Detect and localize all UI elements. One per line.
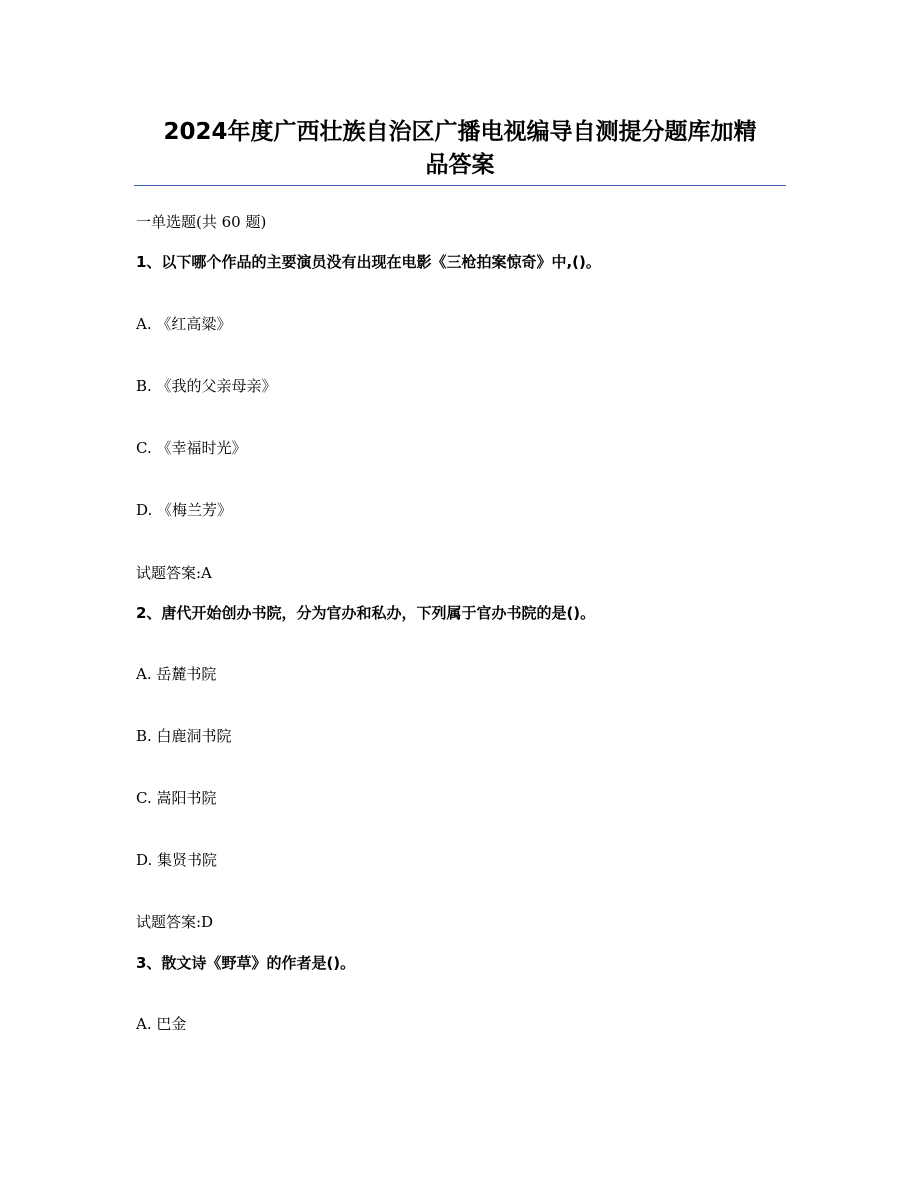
document-title-line-2: 品答案 <box>425 152 495 178</box>
question-2-stem: 2、唐代开始创办书院，分为官办和私办，下列属于官办书院的是()。 <box>136 604 596 622</box>
question-2-option-d: D. 集贤书院 <box>136 851 218 869</box>
question-1-option-c: C. 《幸福时光》 <box>136 439 247 457</box>
question-2-option-b: B. 白鹿洞书院 <box>136 727 232 745</box>
question-1-option-b: B. 《我的父亲母亲》 <box>136 377 277 395</box>
question-2-option-c: C. 嵩阳书院 <box>136 789 217 807</box>
title-divider <box>134 185 786 186</box>
question-2-option-a: A. 岳麓书院 <box>136 665 217 683</box>
question-3-option-a: A. 巴金 <box>136 1015 187 1033</box>
question-1-option-a: A. 《红高粱》 <box>136 315 232 333</box>
question-1-option-d: D. 《梅兰芳》 <box>136 501 233 519</box>
question-3-stem: 3、散文诗《野草》的作者是()。 <box>136 954 356 972</box>
document-title-line-1: 2024年度广西壮族自治区广播电视编导自测提分题库加精 <box>163 119 757 145</box>
section-header: 一单选题(共 60 题) <box>136 213 267 231</box>
question-2-answer: 试题答案:D <box>136 913 214 931</box>
question-1-stem: 1、以下哪个作品的主要演员没有出现在电影《三枪拍案惊奇》中,()。 <box>136 253 601 271</box>
question-1-answer: 试题答案:A <box>136 564 212 582</box>
